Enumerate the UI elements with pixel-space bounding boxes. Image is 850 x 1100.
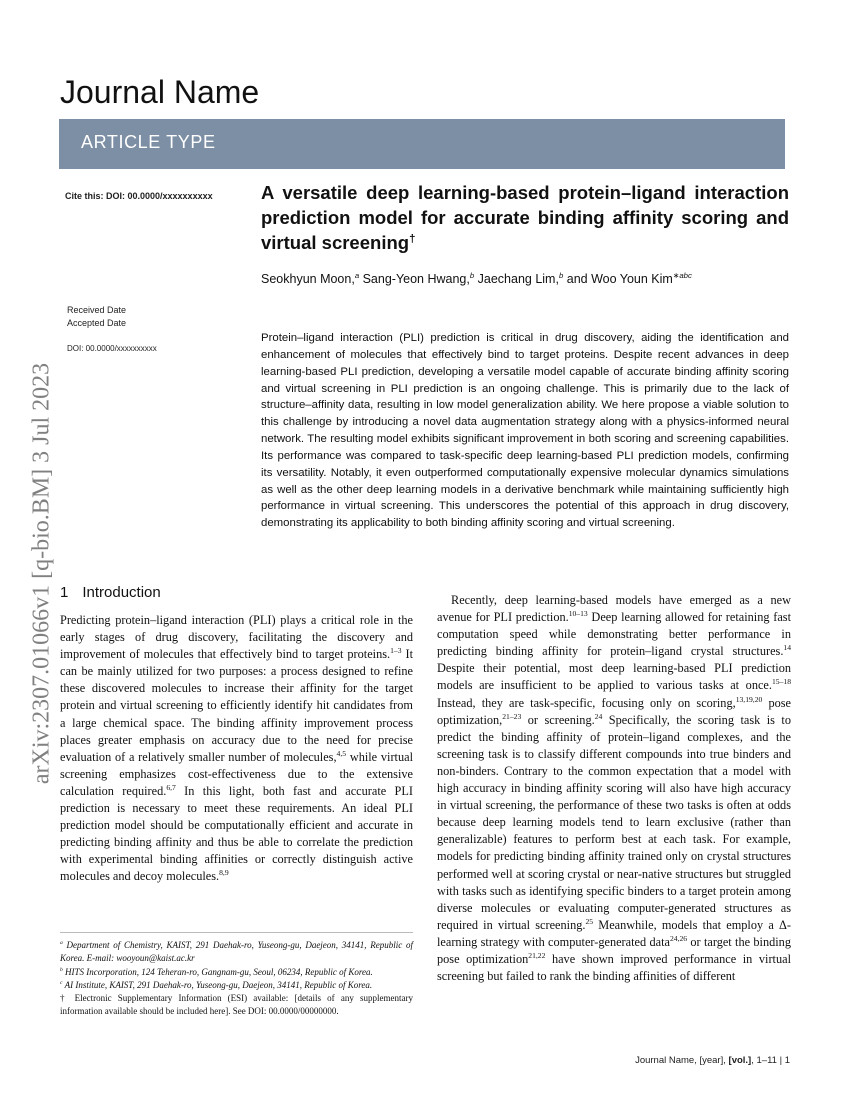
footnote-affiliation-a (60, 939, 413, 966)
footnote-affiliation-c (60, 979, 413, 992)
body-text: or screening. (521, 712, 595, 727)
body-paragraph (60, 612, 413, 886)
body-text: Instead, they are task-specific, focusing only on scoring, (437, 695, 736, 710)
author-affiliation: b (558, 270, 564, 280)
body-text: pose optimization, (437, 695, 791, 727)
arxiv-identifier-stamp: arXiv:2307.01066v1 [q-bio.BM] 3 Jul 2023 (28, 362, 55, 785)
author-name: Jaechang Lim, (474, 272, 559, 286)
citation-ref: 4,5 (336, 748, 347, 758)
section-title: Introduction (82, 584, 161, 601)
footnote-text: Department of Chemistry, KAIST, 291 Daehak-ro, Yuseong-gu, Daejeon, 34141, Republic of Korea. E-mail: wooyoun@kaist.ac.kr (60, 940, 413, 964)
body-text: In this light, both fast and accurate PLI prediction is necessary to meet these requirements. An ideal PLI prediction model should be computationally efficient and accurate in predicting binding affinity and thus be able to correlate the prediction with experimental binding affinities or correctly distinguish active molecules and decoy molecules. (60, 783, 413, 884)
citation-ref: 13,19,20 (735, 694, 763, 704)
page-footer (635, 1055, 790, 1066)
footnote-text: Electronic Supplementary Information (ESI) available: [details of any supplementary information available should be included here]. See DOI: 00.0000/00000000. (60, 993, 413, 1017)
body-text: Specifically, the scoring task is to predict the binding affinity of protein–ligand complexes, and the screening task is to classify different compounds into true binders and non-binders. Contrary to the common expectation that a model with high accuracy in binding affinity scoring will also have high accuracy in virtual screening, the performance of these two tasks is often at odds because deep learning models tend to learn exclusive (rather than generalizable) features to perform best at each task. For example, models for predicting binding affinity trained only on crystal structures performed well at scoring crystal or near-native structures but struggled with tasks such as identifying specific binders to a target protein among diverse molecules or evaluating computer-generated structures as required in virtual screening. (437, 712, 791, 932)
citation-ref: 21,22 (528, 950, 546, 960)
body-column-right (437, 592, 791, 985)
citation-ref: 24,26 (669, 933, 688, 943)
article-type-label: ARTICLE TYPE (81, 132, 216, 152)
footnote-affiliation-b (60, 966, 413, 979)
author-name: and Woo Youn Kim (563, 272, 673, 286)
author-affiliation: a (354, 270, 360, 280)
body-text: It can be mainly utilized for two purposes: a process designed to refine these discovered molecules to increase their affinity for the target protein and virtual screening to efficiently identify hit candidates from a large chemical space. The binding affinity improvement process places greater emphasis on accuracy due to the need for precise evaluation of a relatively smaller number of molecules, (60, 647, 413, 764)
paper-title-text: A versatile deep learning-based protein–ligand interaction prediction model for accurate binding affinity scoring and virtual screening (261, 182, 789, 253)
citation-ref: 21–23 (502, 711, 522, 721)
citation-ref: 8,9 (219, 868, 229, 878)
journal-name: Journal Name (60, 74, 260, 110)
citation-ref: 24 (594, 711, 603, 721)
body-text: Meanwhile, models that employ a Δ-learning strategy with computer-generated data (437, 917, 791, 949)
footnote-text: HITS Incorporation, 124 Teheran-ro, Gangnam-gu, Seoul, 06234, Republic of Korea. (62, 966, 373, 977)
footnote-mark: a (60, 940, 63, 946)
doi-label: DOI: 00.0000/xxxxxxxxxx (67, 344, 157, 353)
body-text: while virtual screening emphasizes cost-effectiveness due to the extensive calculation required. (60, 749, 413, 798)
page-number: 1 (784, 1055, 790, 1066)
section-number: 1 (60, 584, 69, 601)
body-text: Recently, deep learning-based models have emerged as a new avenue for PLI prediction. (437, 593, 791, 625)
section-heading (60, 584, 161, 601)
cite-this-line: Cite this: DOI: 00.0000/xxxxxxxxxx (65, 191, 213, 201)
author-affiliation: ∗abc (672, 270, 692, 280)
footer-pages: , 1–11 (751, 1055, 777, 1066)
footnote-mark: † (60, 993, 69, 1004)
article-type-banner (59, 119, 785, 169)
footer-volume: [vol.] (728, 1055, 752, 1066)
footnote-mark: b (60, 966, 63, 973)
body-text: Predicting protein–ligand interaction (PLI) plays a critical role in the early stages of drug discovery, facilitating the discovery and improvement of molecules that effectively bind to target proteins. (60, 613, 413, 662)
abstract: Protein–ligand interaction (PLI) prediction is critical in drug discovery, aiding the identification and enhancement of molecules that effectively bind to target proteins. Despite recent advances in deep learning-based PLI prediction, developing a versatile model capable of accurate binding affinity scoring and virtual screening in PLI prediction is an ongoing challenge. This is primarily due to the lack of structure–affinity data, resulting in low model generalization ability. We here propose a viable solution to this challenge by introducing a novel data augmentation strategy along with a physics-informed neural network. The resulting model exhibits significant improvement in both scoring and screening capabilities. Its performance was compared to task-specific deep learning-based PLI prediction models, confirming its versatility. Notably, it even outperformed computationally expensive molecular dynamics simulations as well as the other deep learning models in a derivative benchmark while maintaining sufficiently high performance in virtual screening. This underscores the potential of this approach in drug discovery, demonstrating its applicability to both binding affinity scoring and virtual screening. (261, 332, 789, 530)
author-list (261, 272, 692, 286)
accepted-date: Accepted Date (67, 318, 127, 328)
body-text: have shown improved performance in virtual screening but failed to rank the binding affinities of different (437, 951, 791, 984)
citation-ref: 10–13 (568, 609, 588, 618)
footnotes (60, 939, 413, 1019)
paper-title (261, 180, 789, 255)
supplementary-mark: † (409, 232, 416, 245)
citation-ref: 15–18 (771, 677, 791, 687)
citation-ref: 6,7 (166, 782, 176, 792)
author-affiliation: b (469, 270, 475, 280)
citation-ref: 14 (783, 643, 791, 653)
footnote-mark: c (60, 979, 63, 986)
footer-separator: | (776, 1055, 785, 1066)
author-name: Seokhyun Moon, (261, 272, 355, 286)
footnote-text: AI Institute, KAIST, 291 Daehak-ro, Yuseong-gu, Daejeon, 34141, Republic of Korea. (62, 979, 373, 990)
footer-journal: Journal Name, [year], (635, 1055, 729, 1066)
author-name: Sang-Yeon Hwang, (359, 272, 470, 286)
body-text: Deep learning allowed for retaining fast computation speed while demonstrating better performance in predicting binding affinity for protein–ligand crystal structures. (437, 610, 791, 659)
footnote-esi (60, 992, 413, 1019)
body-text: or target the binding pose optimization (437, 934, 791, 966)
footnote-divider (60, 932, 413, 933)
body-column-left (60, 612, 413, 886)
body-text: Despite their potential, most deep learning-based PLI prediction models are insufficient to be applied to various tasks at once. (437, 661, 791, 693)
body-paragraph (437, 592, 791, 985)
citation-ref: 25 (585, 916, 594, 926)
received-date: Received Date (67, 305, 127, 315)
citation-ref: 1–3 (390, 646, 402, 656)
